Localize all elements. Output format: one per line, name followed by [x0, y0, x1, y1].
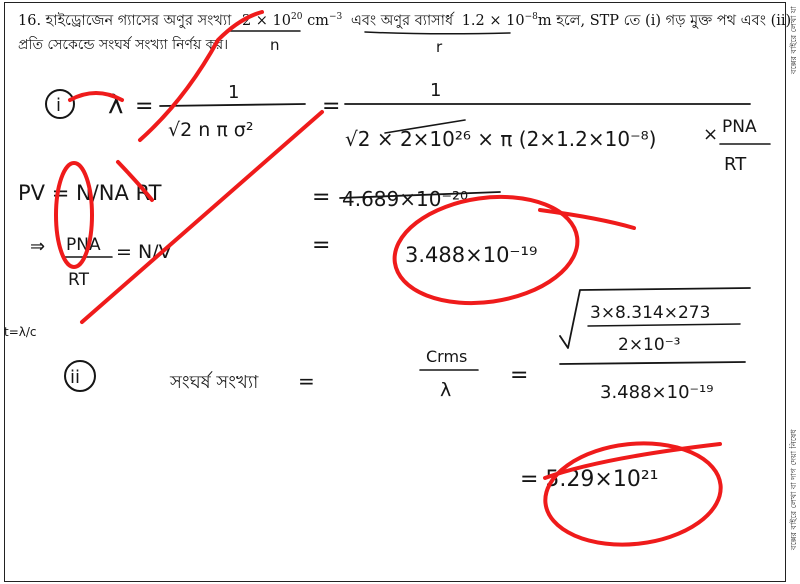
- n-over-v: = N/V: [116, 241, 172, 263]
- collision-denominator: 3.488×10⁻¹⁹: [600, 382, 714, 403]
- denominator-2: √2 × 2×10²⁶ × π (2×1.2×10⁻⁸): [345, 127, 657, 151]
- side-note: t=λ/c: [4, 325, 37, 339]
- red-long-stroke: [82, 112, 322, 322]
- times-sign: ×: [703, 124, 719, 145]
- result-ii: = 5.29×10²¹: [520, 467, 659, 492]
- sqrt-denominator: 2×10⁻³: [618, 335, 681, 355]
- numerator-1: 1: [228, 82, 240, 103]
- frac-bot-rt: RT: [724, 154, 747, 175]
- result-i: 3.488×10⁻¹⁹: [405, 243, 538, 267]
- pv-equation: PV = N/NA RT: [18, 181, 162, 205]
- red-circle-result-ii: [540, 435, 725, 553]
- question-text-part2: এবং অণুর ব্যাসার্ধ: [350, 13, 454, 29]
- struck-result: 4.689×10⁻²⁰: [342, 187, 469, 211]
- fraction-bar-6: [588, 324, 740, 326]
- density-value: $2 \times 10^{20}$ $cm^{-3}$: [241, 12, 343, 29]
- frac-top-pna: PNA: [722, 117, 757, 137]
- question-text-part3: হলে, STP তে (i) গড় মুক্ত পথ এবং (ii): [556, 13, 792, 29]
- margin-note-top: বক্সের বাইরে লেখা যা: [789, 6, 798, 74]
- question-text-part1: হাইড্রোজেন গ্যাসের অণুর সংখ্যা: [45, 13, 232, 29]
- radius-value: $1.2 \times 10^{-8}m$: [461, 12, 552, 29]
- equals-6: =: [510, 363, 529, 388]
- part-i-label: i: [56, 95, 62, 116]
- lambda-2: λ: [440, 379, 452, 401]
- collision-label: সংঘর্ষ সংখ্যা: [170, 372, 259, 393]
- equals-4: =: [312, 233, 331, 258]
- denominator-1: √2 n π σ²: [168, 119, 254, 141]
- c-rms: Crms: [426, 347, 468, 366]
- margin-note-bottom: বক্সের বাইরে লেখা বা দাগ দেয়া নিষেধ: [789, 429, 798, 550]
- pna-top: PNA: [66, 235, 101, 255]
- part-ii-label: ii: [70, 367, 81, 388]
- equals-3: =: [312, 185, 331, 210]
- annotation-r: r: [436, 38, 443, 56]
- rt-bottom: RT: [68, 270, 89, 290]
- equals-1: =: [135, 94, 154, 119]
- fraction-bar-1: [160, 104, 305, 106]
- annotation-n: n: [270, 36, 280, 54]
- implies-symbol: ⇒: [30, 236, 46, 257]
- sqrt-numerator: 3×8.314×273: [590, 303, 711, 323]
- numerator-2: 1: [430, 80, 442, 101]
- underline-radius: [365, 32, 510, 34]
- question-number: 16.: [18, 13, 42, 29]
- fraction-bar-7: [560, 362, 745, 364]
- red-tail-result-i: [540, 210, 634, 228]
- equals-5: =: [298, 369, 315, 393]
- lambda-symbol: λ: [108, 90, 124, 120]
- question-line-2: প্রতি সেকেন্ডে সংঘর্ষ সংখ্যা নির্ণয় কর।: [18, 37, 229, 53]
- equals-2: =: [322, 94, 341, 119]
